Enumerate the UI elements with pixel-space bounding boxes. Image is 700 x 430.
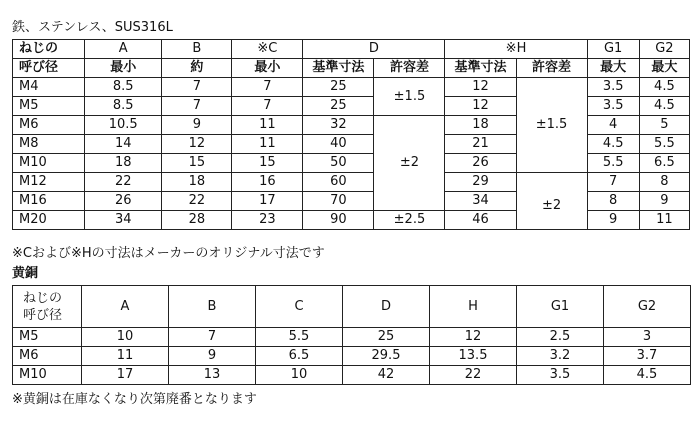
cell-h: 12: [430, 328, 517, 347]
cell-g2: 5.5: [639, 135, 689, 154]
cell-size: M12: [13, 173, 85, 192]
cell-c: 11: [232, 116, 303, 135]
cell-g2: 9: [639, 192, 689, 211]
cell-d-tolerance: ±2.5: [374, 211, 445, 230]
header-b: B: [169, 286, 256, 328]
cell-d: 42: [343, 366, 430, 385]
cell-d: 25: [343, 328, 430, 347]
cell-size: M20: [13, 211, 85, 230]
cell-d: 50: [303, 154, 374, 173]
cell-d: 40: [303, 135, 374, 154]
header-c: C: [256, 286, 343, 328]
table-row: [13, 97, 690, 116]
cell-g2: 4.5: [639, 78, 689, 97]
header-h: ※H: [445, 40, 587, 59]
cell-a: 10: [82, 328, 169, 347]
cell-b: 18: [162, 173, 232, 192]
cell-b: 12: [162, 135, 232, 154]
cell-g1: 3.2: [517, 347, 604, 366]
cell-size: M6: [13, 116, 85, 135]
header-d: D: [343, 286, 430, 328]
cell-g1: 3.5: [587, 78, 639, 97]
cell-d-tolerance: ±1.5: [374, 78, 445, 116]
subheader-d-tolerance: 許容差: [374, 59, 445, 78]
cell-g1: 7: [587, 173, 639, 192]
table-row: [13, 78, 690, 97]
cell-a: 22: [85, 173, 162, 192]
cell-size: M16: [13, 192, 85, 211]
header-g2: G2: [639, 40, 689, 59]
cell-c: 17: [232, 192, 303, 211]
subheader-nominal: 呼び径: [13, 59, 85, 78]
cell-c: 11: [232, 135, 303, 154]
cell-d: 70: [303, 192, 374, 211]
cell-g2: 4.5: [604, 366, 691, 385]
cell-c: 6.5: [256, 347, 343, 366]
cell-h-tolerance: ±1.5: [516, 78, 587, 173]
cell-d: 29.5: [343, 347, 430, 366]
brass-dimension-table: [12, 285, 691, 385]
cell-g1: 4.5: [587, 135, 639, 154]
cell-c: 16: [232, 173, 303, 192]
cell-size: M6: [13, 347, 82, 366]
cell-c: 15: [232, 154, 303, 173]
cell-c: 5.5: [256, 328, 343, 347]
header-b: B: [162, 40, 232, 59]
table-header-row: [13, 286, 691, 328]
cell-h: 46: [445, 211, 516, 230]
cell-g1: 3.5: [587, 97, 639, 116]
cell-h: 13.5: [430, 347, 517, 366]
cell-g2: 3.7: [604, 347, 691, 366]
header-h: H: [430, 286, 517, 328]
cell-a: 14: [85, 135, 162, 154]
cell-c: 7: [232, 97, 303, 116]
cell-size: M5: [13, 328, 82, 347]
cell-size: M5: [13, 97, 85, 116]
cell-b: 9: [162, 116, 232, 135]
cell-d: 32: [303, 116, 374, 135]
cell-a: 18: [85, 154, 162, 173]
table-subheader-row: [13, 59, 690, 78]
table-row: [13, 116, 690, 135]
cell-d-tolerance: ±2: [374, 116, 445, 211]
cell-g1: 5.5: [587, 154, 639, 173]
cell-size: M8: [13, 135, 85, 154]
cell-h: 12: [445, 97, 516, 116]
cell-b: 9: [169, 347, 256, 366]
cell-g2: 4.5: [639, 97, 689, 116]
subheader-h-tolerance: 許容差: [516, 59, 587, 78]
subheader-c-min: 最小: [232, 59, 303, 78]
table-row: [13, 366, 691, 385]
subheader-g2-max: 最大: [639, 59, 689, 78]
cell-g1: 2.5: [517, 328, 604, 347]
cell-g1: 9: [587, 211, 639, 230]
cell-h: 21: [445, 135, 516, 154]
cell-b: 7: [162, 78, 232, 97]
cell-g2: 5: [639, 116, 689, 135]
cell-h-tolerance: ±2: [516, 173, 587, 230]
cell-b: 28: [162, 211, 232, 230]
cell-h: 26: [445, 154, 516, 173]
cell-b: 22: [162, 192, 232, 211]
subheader-b-approx: 約: [162, 59, 232, 78]
cell-c: 23: [232, 211, 303, 230]
cell-b: 7: [169, 328, 256, 347]
cell-d: 25: [303, 78, 374, 97]
table-row: [13, 328, 691, 347]
cell-h: 18: [445, 116, 516, 135]
header-nominal-line2: 呼び径: [23, 307, 63, 323]
cell-c: 7: [232, 78, 303, 97]
cell-g1: 8: [587, 192, 639, 211]
cell-h: 12: [445, 78, 516, 97]
cell-h: 29: [445, 173, 516, 192]
subheader-h-base: 基準寸法: [445, 59, 516, 78]
cell-b: 7: [162, 97, 232, 116]
footnote-brass-discontinued: ※黄銅は在庫なくなり次第廃番となります: [12, 392, 257, 407]
header-d: D: [303, 40, 445, 59]
cell-a: 11: [82, 347, 169, 366]
header-c: ※C: [232, 40, 303, 59]
subheader-d-base: 基準寸法: [303, 59, 374, 78]
table-header-row: [13, 40, 690, 59]
table-row: [13, 211, 690, 230]
cell-d: 60: [303, 173, 374, 192]
header-g1: G1: [517, 286, 604, 328]
brass-title: 黄銅: [12, 266, 39, 281]
header-nominal-line1: ねじの: [23, 290, 63, 306]
header-g2: G2: [604, 286, 691, 328]
cell-d: 90: [303, 211, 374, 230]
cell-size: M10: [13, 366, 82, 385]
cell-g1: 4: [587, 116, 639, 135]
cell-h: 22: [430, 366, 517, 385]
cell-b: 13: [169, 366, 256, 385]
cell-c: 10: [256, 366, 343, 385]
cell-size: M4: [13, 78, 85, 97]
steel-dimension-table: [12, 39, 690, 230]
steel-title: 鉄、ステンレス、SUS316L: [12, 20, 173, 35]
cell-g2: 6.5: [639, 154, 689, 173]
cell-g2: 3: [604, 328, 691, 347]
table-row: [13, 154, 690, 173]
cell-a: 34: [85, 211, 162, 230]
subheader-g1-max: 最大: [587, 59, 639, 78]
cell-a: 8.5: [85, 97, 162, 116]
cell-g2: 11: [639, 211, 689, 230]
header-a: A: [82, 286, 169, 328]
table-row: [13, 135, 690, 154]
cell-a: 8.5: [85, 78, 162, 97]
cell-a: 10.5: [85, 116, 162, 135]
cell-a: 17: [82, 366, 169, 385]
subheader-a-min: 最小: [85, 59, 162, 78]
table-row: [13, 347, 691, 366]
cell-b: 15: [162, 154, 232, 173]
cell-a: 26: [85, 192, 162, 211]
cell-g2: 8: [639, 173, 689, 192]
header-nominal-size: ねじの: [13, 40, 85, 59]
cell-size: M10: [13, 154, 85, 173]
table-row: [13, 173, 690, 192]
table-row: [13, 192, 690, 211]
header-g1: G1: [587, 40, 639, 59]
cell-h: 34: [445, 192, 516, 211]
header-a: A: [85, 40, 162, 59]
footnote-original-dimensions: ※Cおよび※Hの寸法はメーカーのオリジナル寸法です: [12, 246, 325, 261]
cell-d: 25: [303, 97, 374, 116]
header-nominal-size: [13, 286, 82, 328]
cell-g1: 3.5: [517, 366, 604, 385]
